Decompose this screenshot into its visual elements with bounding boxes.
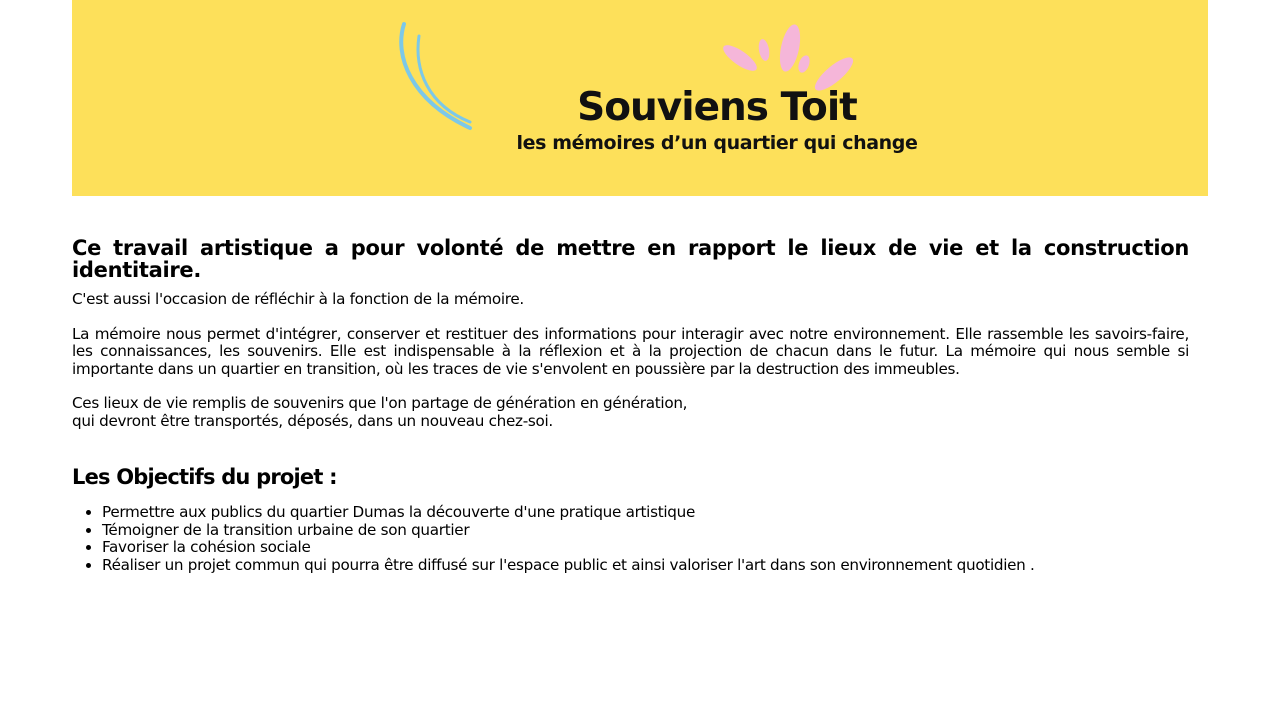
objective-item: • Témoigner de la transition urbaine de son quartier [102, 522, 1189, 540]
pink-petal-2 [757, 38, 771, 61]
objective-item: • Permettre aux publics du quartier Dumas la découverte d'une pratique artistique [102, 504, 1189, 522]
blue-swoosh-outer [401, 24, 470, 128]
header-banner [72, 0, 1208, 196]
intro-paragraph-1: C'est aussi l'occasion de réfléchir à la fonction de la mémoire. [72, 290, 524, 308]
objective-item: • Favoriser la cohésion sociale [102, 539, 1189, 557]
intro-paragraph-3 [72, 395, 1189, 430]
pink-petal-4 [796, 54, 812, 74]
intro-lead: Ce travail artistique a pour volonté de mettre en rapport le lieux de vie et la construction identitaire. [72, 236, 1189, 282]
logo-subtitle: les mémoires d’un quartier qui change [516, 132, 918, 154]
intro-paragraph-3-line-1: Ces lieux de vie remplis de souvenirs que l'on partage de génération en génération, [72, 394, 688, 412]
objective-item: • Réaliser un projet commun qui pourra être diffusé sur l'espace public et ainsi valoriser l'art dans son environnement quotidien . [102, 557, 1189, 575]
intro-paragraph-2: La mémoire nous permet d'intégrer, conserver et restituer des informations pour interagir avec notre environnement. Elle rassemble les savoirs-faire, les connaissances, les souvenirs. Elle est indispensable à la réflexion et à la projection de chacun dans le futur. La mémoire qui nous semble si importante dans un quartier en transition, où les traces de vie s'envolent en poussière par la destruction des immeubles. [72, 324, 1189, 378]
pink-petal-1 [720, 41, 761, 75]
main-content [72, 237, 1189, 574]
blue-swoosh-inner [418, 36, 470, 122]
intro-paragraph-3-line-2: qui devront être transportés, déposés, dans un nouveau chez-soi. [72, 411, 553, 430]
objectives-title: Les Objectifs du projet : [72, 465, 337, 489]
logo-title: Souviens Toit [577, 85, 857, 130]
objectives-list [72, 504, 1189, 574]
